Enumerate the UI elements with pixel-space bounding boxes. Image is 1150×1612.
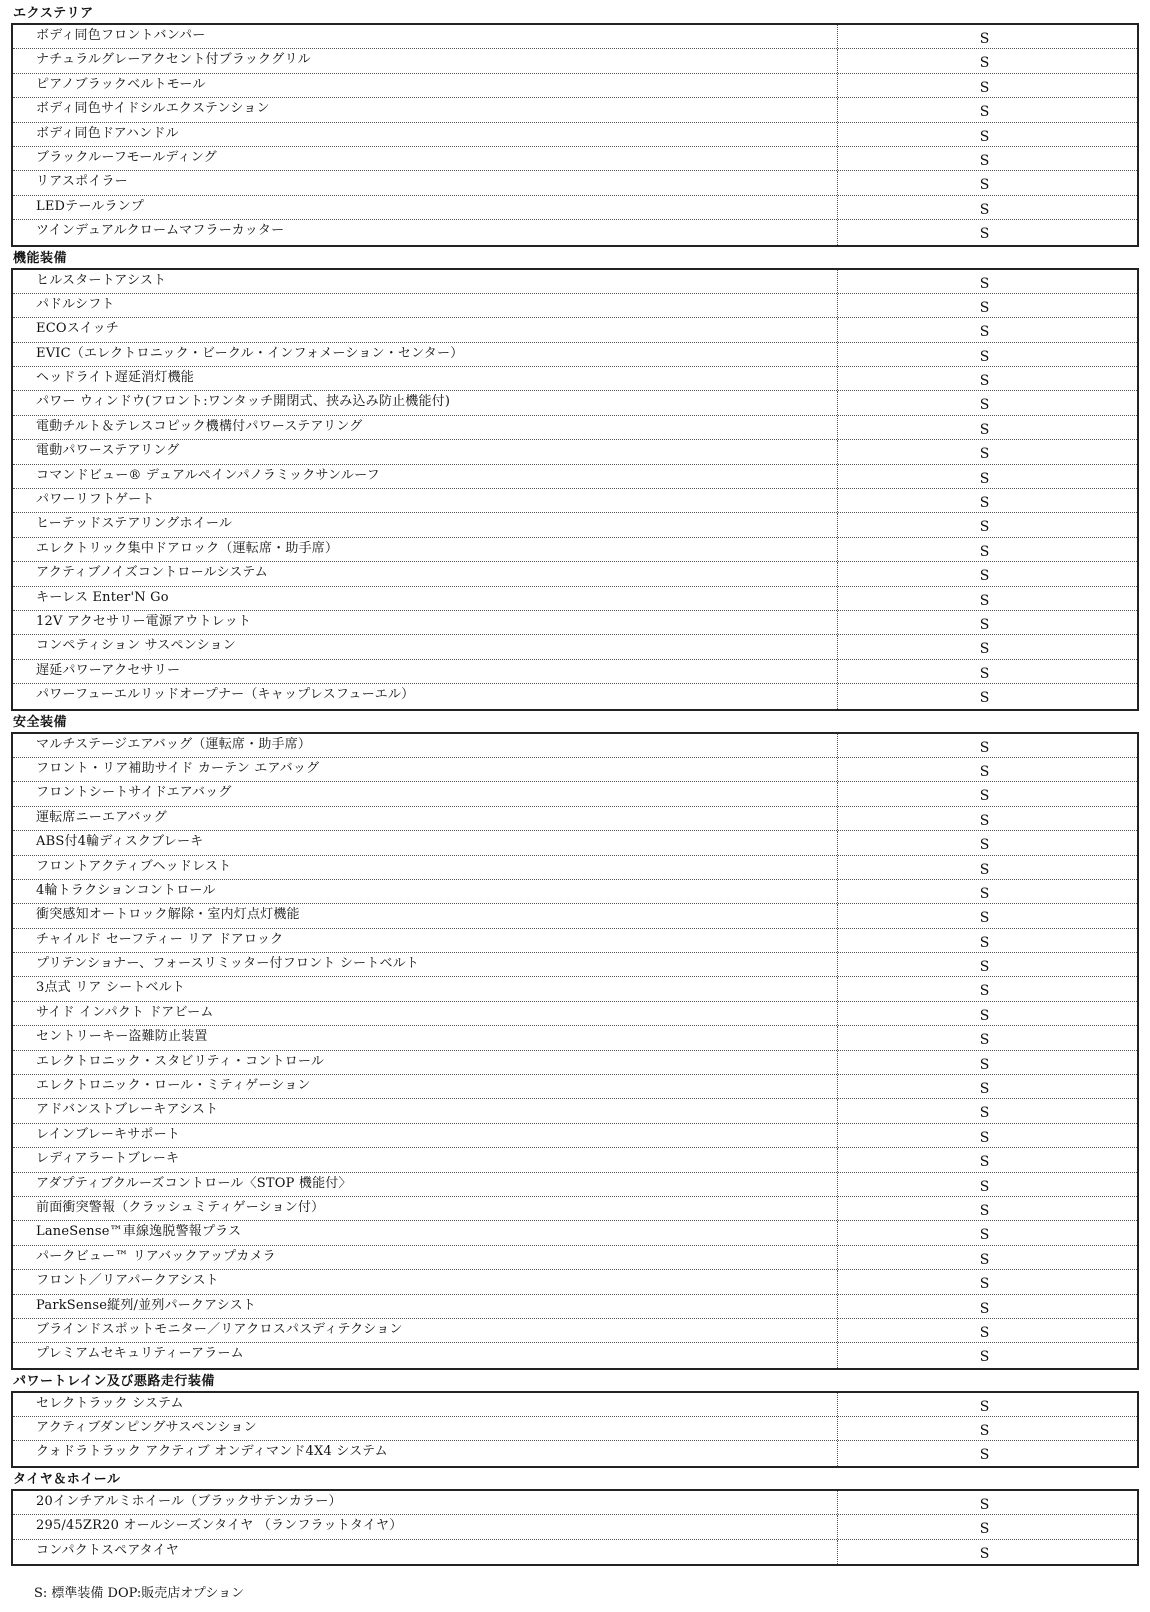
feature-name: ParkSense縦列/並列パークアシスト xyxy=(13,1295,838,1318)
feature-name: レディアラートブレーキ xyxy=(13,1148,838,1171)
table-row xyxy=(13,1295,1137,1319)
table-row xyxy=(13,1343,1137,1367)
availability-value: S xyxy=(979,1423,990,1440)
feature-name: クォドラトラック アクティブ オンディマンド4X4 システム xyxy=(13,1441,838,1465)
feature-name: パークビュー™ リアバックアップカメラ xyxy=(13,1246,838,1269)
feature-name: 衝突感知オートロック解除・室内灯点灯機能 xyxy=(13,904,838,927)
table-row xyxy=(13,758,1137,782)
feature-name: コンペティション サスペンション xyxy=(13,635,838,658)
feature-name: 前面衝突警報（クラッシュミティゲーション付） xyxy=(13,1197,838,1220)
table-row xyxy=(13,562,1137,586)
availability-value: S xyxy=(979,446,990,463)
table-row xyxy=(13,98,1137,122)
availability-value: S xyxy=(979,665,990,682)
feature-name: エレクトリック集中ドアロック（運転席・助手席） xyxy=(13,538,838,561)
feature-name: ブラインドスポットモニター／リアクロスパスディテクション xyxy=(13,1319,838,1342)
feature-name: プレミアムセキュリティーアラーム xyxy=(13,1343,838,1367)
availability-value: S xyxy=(979,1105,990,1122)
availability-value: S xyxy=(979,788,990,805)
availability-value: S xyxy=(979,910,990,927)
table-row xyxy=(13,977,1137,1001)
availability-value: S xyxy=(979,543,990,560)
availability-value: S xyxy=(979,1081,990,1098)
availability-value: S xyxy=(979,104,990,121)
availability-value: S xyxy=(979,837,990,854)
table-row xyxy=(13,220,1137,244)
feature-name: フロント／リアパークアシスト xyxy=(13,1270,838,1293)
feature-name: フロント・リア補助サイド カーテン エアバッグ xyxy=(13,758,838,781)
table-row xyxy=(13,1515,1137,1539)
table-row xyxy=(13,294,1137,318)
availability-value: S xyxy=(979,1251,990,1268)
feature-name: パワーリフトゲート xyxy=(13,489,838,512)
table-row xyxy=(13,465,1137,489)
availability-value: S xyxy=(979,226,990,243)
feature-name: キーレス Enter'N Go xyxy=(13,587,838,610)
availability-value: S xyxy=(979,1545,990,1562)
feature-name: コンパクトスペアタイヤ xyxy=(13,1540,838,1564)
feature-name: フロントアクティブヘッドレスト xyxy=(13,856,838,879)
table-row xyxy=(13,343,1137,367)
spec-table xyxy=(11,732,1139,1370)
table-row xyxy=(13,1026,1137,1050)
availability-value: S xyxy=(979,1129,990,1146)
table-row xyxy=(13,1002,1137,1026)
feature-name: ボディ同色フロントバンパー xyxy=(13,25,838,48)
table-row xyxy=(13,1197,1137,1221)
feature-name: リアスポイラー xyxy=(13,171,838,194)
feature-name: 3点式 リア シートベルト xyxy=(13,977,838,1000)
feature-name: ヘッドライト遅延消灯機能 xyxy=(13,367,838,390)
availability-value: S xyxy=(979,299,990,316)
table-row xyxy=(13,1221,1137,1245)
table-row xyxy=(13,1393,1137,1417)
availability-value: S xyxy=(979,1521,990,1538)
table-row xyxy=(13,25,1137,49)
feature-name: LaneSense™車線逸脱警報プラス xyxy=(13,1221,838,1244)
table-row xyxy=(13,782,1137,806)
table-row xyxy=(13,367,1137,391)
table-row xyxy=(13,1319,1137,1343)
table-row xyxy=(13,391,1137,415)
section-title: タイヤ＆ホイール xyxy=(13,1471,121,1487)
availability-value: S xyxy=(979,1056,990,1073)
feature-name: ボディ同色サイドシルエクステンション xyxy=(13,98,838,121)
table-row xyxy=(13,734,1137,758)
feature-name: ナチュラルグレーアクセント付ブラックグリル xyxy=(13,49,838,72)
availability-value: S xyxy=(979,641,990,658)
table-row xyxy=(13,807,1137,831)
availability-value: S xyxy=(979,1300,990,1317)
feature-name: セントリーキー盗難防止装置 xyxy=(13,1026,838,1049)
availability-value: S xyxy=(979,519,990,536)
feature-name: ABS付4輪ディスクブレーキ xyxy=(13,831,838,854)
legend-note: S: 標準装備 DOP:販売店オプション xyxy=(34,1586,245,1601)
availability-value: S xyxy=(979,1324,990,1341)
feature-name: パワー ウィンドウ(フロント:ワンタッチ開閉式、挟み込み防止機能付) xyxy=(13,391,838,414)
table-row xyxy=(13,513,1137,537)
table-row xyxy=(13,904,1137,928)
availability-value: S xyxy=(979,934,990,951)
table-row xyxy=(13,1173,1137,1197)
section-title: 機能装備 xyxy=(13,250,68,266)
availability-value: S xyxy=(979,324,990,341)
feature-name: プリテンショナー、フォースリミッター付フロント シートベルト xyxy=(13,953,838,976)
feature-name: 20インチアルミホイール（ブラックサテンカラー） xyxy=(13,1491,838,1514)
availability-value: S xyxy=(979,1154,990,1171)
table-row xyxy=(13,1270,1137,1294)
availability-value: S xyxy=(979,592,990,609)
table-row xyxy=(13,587,1137,611)
availability-value: S xyxy=(979,1496,990,1513)
table-row xyxy=(13,489,1137,513)
feature-name: アクティブダンピングサスペンション xyxy=(13,1417,838,1440)
table-row xyxy=(13,416,1137,440)
availability-value: S xyxy=(979,959,990,976)
spec-table xyxy=(11,23,1139,247)
section-title: エクステリア xyxy=(13,6,94,21)
availability-value: S xyxy=(979,348,990,365)
spec-table xyxy=(11,1391,1139,1468)
availability-value: S xyxy=(979,79,990,96)
availability-value: S xyxy=(979,397,990,414)
feature-name: ツインデュアルクロームマフラーカッター xyxy=(13,220,838,244)
availability-value: S xyxy=(979,861,990,878)
availability-value: S xyxy=(979,128,990,145)
availability-value: S xyxy=(979,152,990,169)
feature-name: レインブレーキサポート xyxy=(13,1124,838,1147)
feature-name: パワーフューエルリッドオープナー（キャップレスフューエル） xyxy=(13,684,838,708)
availability-value: S xyxy=(979,1007,990,1024)
availability-value: S xyxy=(979,568,990,585)
table-row xyxy=(13,123,1137,147)
feature-name: ブラックルーフモールディング xyxy=(13,147,838,170)
table-row xyxy=(13,953,1137,977)
availability-value: S xyxy=(979,373,990,390)
availability-value: S xyxy=(979,983,990,1000)
feature-name: ヒルスタートアシスト xyxy=(13,270,838,293)
availability-value: S xyxy=(979,1349,990,1366)
feature-name: エレクトロニック・スタビリティ・コントロール xyxy=(13,1051,838,1074)
availability-value: S xyxy=(979,763,990,780)
table-row xyxy=(13,318,1137,342)
table-row xyxy=(13,611,1137,635)
table-row xyxy=(13,856,1137,880)
table-row xyxy=(13,1075,1137,1099)
availability-value: S xyxy=(979,1032,990,1049)
feature-name: ヒーテッドステアリングホイール xyxy=(13,513,838,536)
table-row xyxy=(13,196,1137,220)
feature-name: パドルシフト xyxy=(13,294,838,317)
availability-value: S xyxy=(979,275,990,292)
availability-value: S xyxy=(979,1398,990,1415)
feature-name: ピアノブラックベルトモール xyxy=(13,74,838,97)
table-row xyxy=(13,49,1137,73)
availability-value: S xyxy=(979,201,990,218)
feature-name: 電動パワーステアリング xyxy=(13,440,838,463)
spec-table xyxy=(11,1489,1139,1566)
table-row xyxy=(13,1051,1137,1075)
table-row xyxy=(13,1441,1137,1465)
feature-name: チャイルド セーフティー リア ドアロック xyxy=(13,929,838,952)
table-row xyxy=(13,929,1137,953)
section-title: パワートレイン及び悪路走行装備 xyxy=(13,1373,215,1389)
availability-value: S xyxy=(979,1202,990,1219)
feature-name: 遅延パワーアクセサリー xyxy=(13,660,838,683)
table-row xyxy=(13,1540,1137,1564)
feature-name: アクティブノイズコントロールシステム xyxy=(13,562,838,585)
availability-value: S xyxy=(979,495,990,512)
spec-document xyxy=(11,2,1139,1566)
table-row xyxy=(13,635,1137,659)
feature-name: マルチステージエアバッグ（運転席・助手席） xyxy=(13,734,838,757)
feature-name: アドバンストブレーキアシスト xyxy=(13,1099,838,1122)
feature-name: 295/45ZR20 オールシーズンタイヤ （ランフラットタイヤ） xyxy=(13,1515,838,1538)
table-row xyxy=(13,831,1137,855)
table-row xyxy=(13,660,1137,684)
feature-name: アダプティブクルーズコントロール〈STOP 機能付〉 xyxy=(13,1173,838,1196)
availability-value: S xyxy=(979,1178,990,1195)
availability-value: S xyxy=(979,690,990,707)
table-row xyxy=(13,1124,1137,1148)
feature-name: ECOスイッチ xyxy=(13,318,838,341)
table-row xyxy=(13,270,1137,294)
availability-value: S xyxy=(979,55,990,72)
feature-name: 電動チルト＆テレスコピック機構付パワーステアリング xyxy=(13,416,838,439)
section-title: 安全装備 xyxy=(13,714,68,730)
table-row xyxy=(13,1148,1137,1172)
feature-name: セレクトラック システム xyxy=(13,1393,838,1416)
table-row xyxy=(13,880,1137,904)
availability-value: S xyxy=(979,1227,990,1244)
feature-name: エレクトロニック・ロール・ミティゲーション xyxy=(13,1075,838,1098)
availability-value: S xyxy=(979,470,990,487)
feature-name: 4輪トラクションコントロール xyxy=(13,880,838,903)
availability-value: S xyxy=(979,1276,990,1293)
table-row xyxy=(13,440,1137,464)
feature-name: LEDテールランプ xyxy=(13,196,838,219)
table-row xyxy=(13,1491,1137,1515)
feature-name: ボディ同色ドアハンドル xyxy=(13,123,838,146)
availability-value: S xyxy=(979,421,990,438)
feature-name: サイド インパクト ドアビーム xyxy=(13,1002,838,1025)
table-row xyxy=(13,171,1137,195)
availability-value: S xyxy=(979,31,990,47)
spec-table xyxy=(11,268,1139,711)
table-row xyxy=(13,538,1137,562)
feature-name: 12V アクセサリー電源アウトレット xyxy=(13,611,838,634)
table-row xyxy=(13,1099,1137,1123)
feature-name: コマンドビュー® デュアルペインパノラミックサンルーフ xyxy=(13,465,838,488)
feature-name: フロントシートサイドエアバッグ xyxy=(13,782,838,805)
availability-value: S xyxy=(979,739,990,756)
availability-value: S xyxy=(979,885,990,902)
feature-name: EVIC（エレクトロニック・ビークル・インフォメーション・センター） xyxy=(13,343,838,366)
feature-name: 運転席ニーエアバッグ xyxy=(13,807,838,830)
availability-value: S xyxy=(979,177,990,194)
availability-value: S xyxy=(979,1447,990,1464)
table-row xyxy=(13,147,1137,171)
table-row xyxy=(13,684,1137,708)
table-row xyxy=(13,74,1137,98)
availability-value: S xyxy=(979,812,990,829)
availability-value: S xyxy=(979,616,990,633)
table-row xyxy=(13,1417,1137,1441)
table-row xyxy=(13,1246,1137,1270)
